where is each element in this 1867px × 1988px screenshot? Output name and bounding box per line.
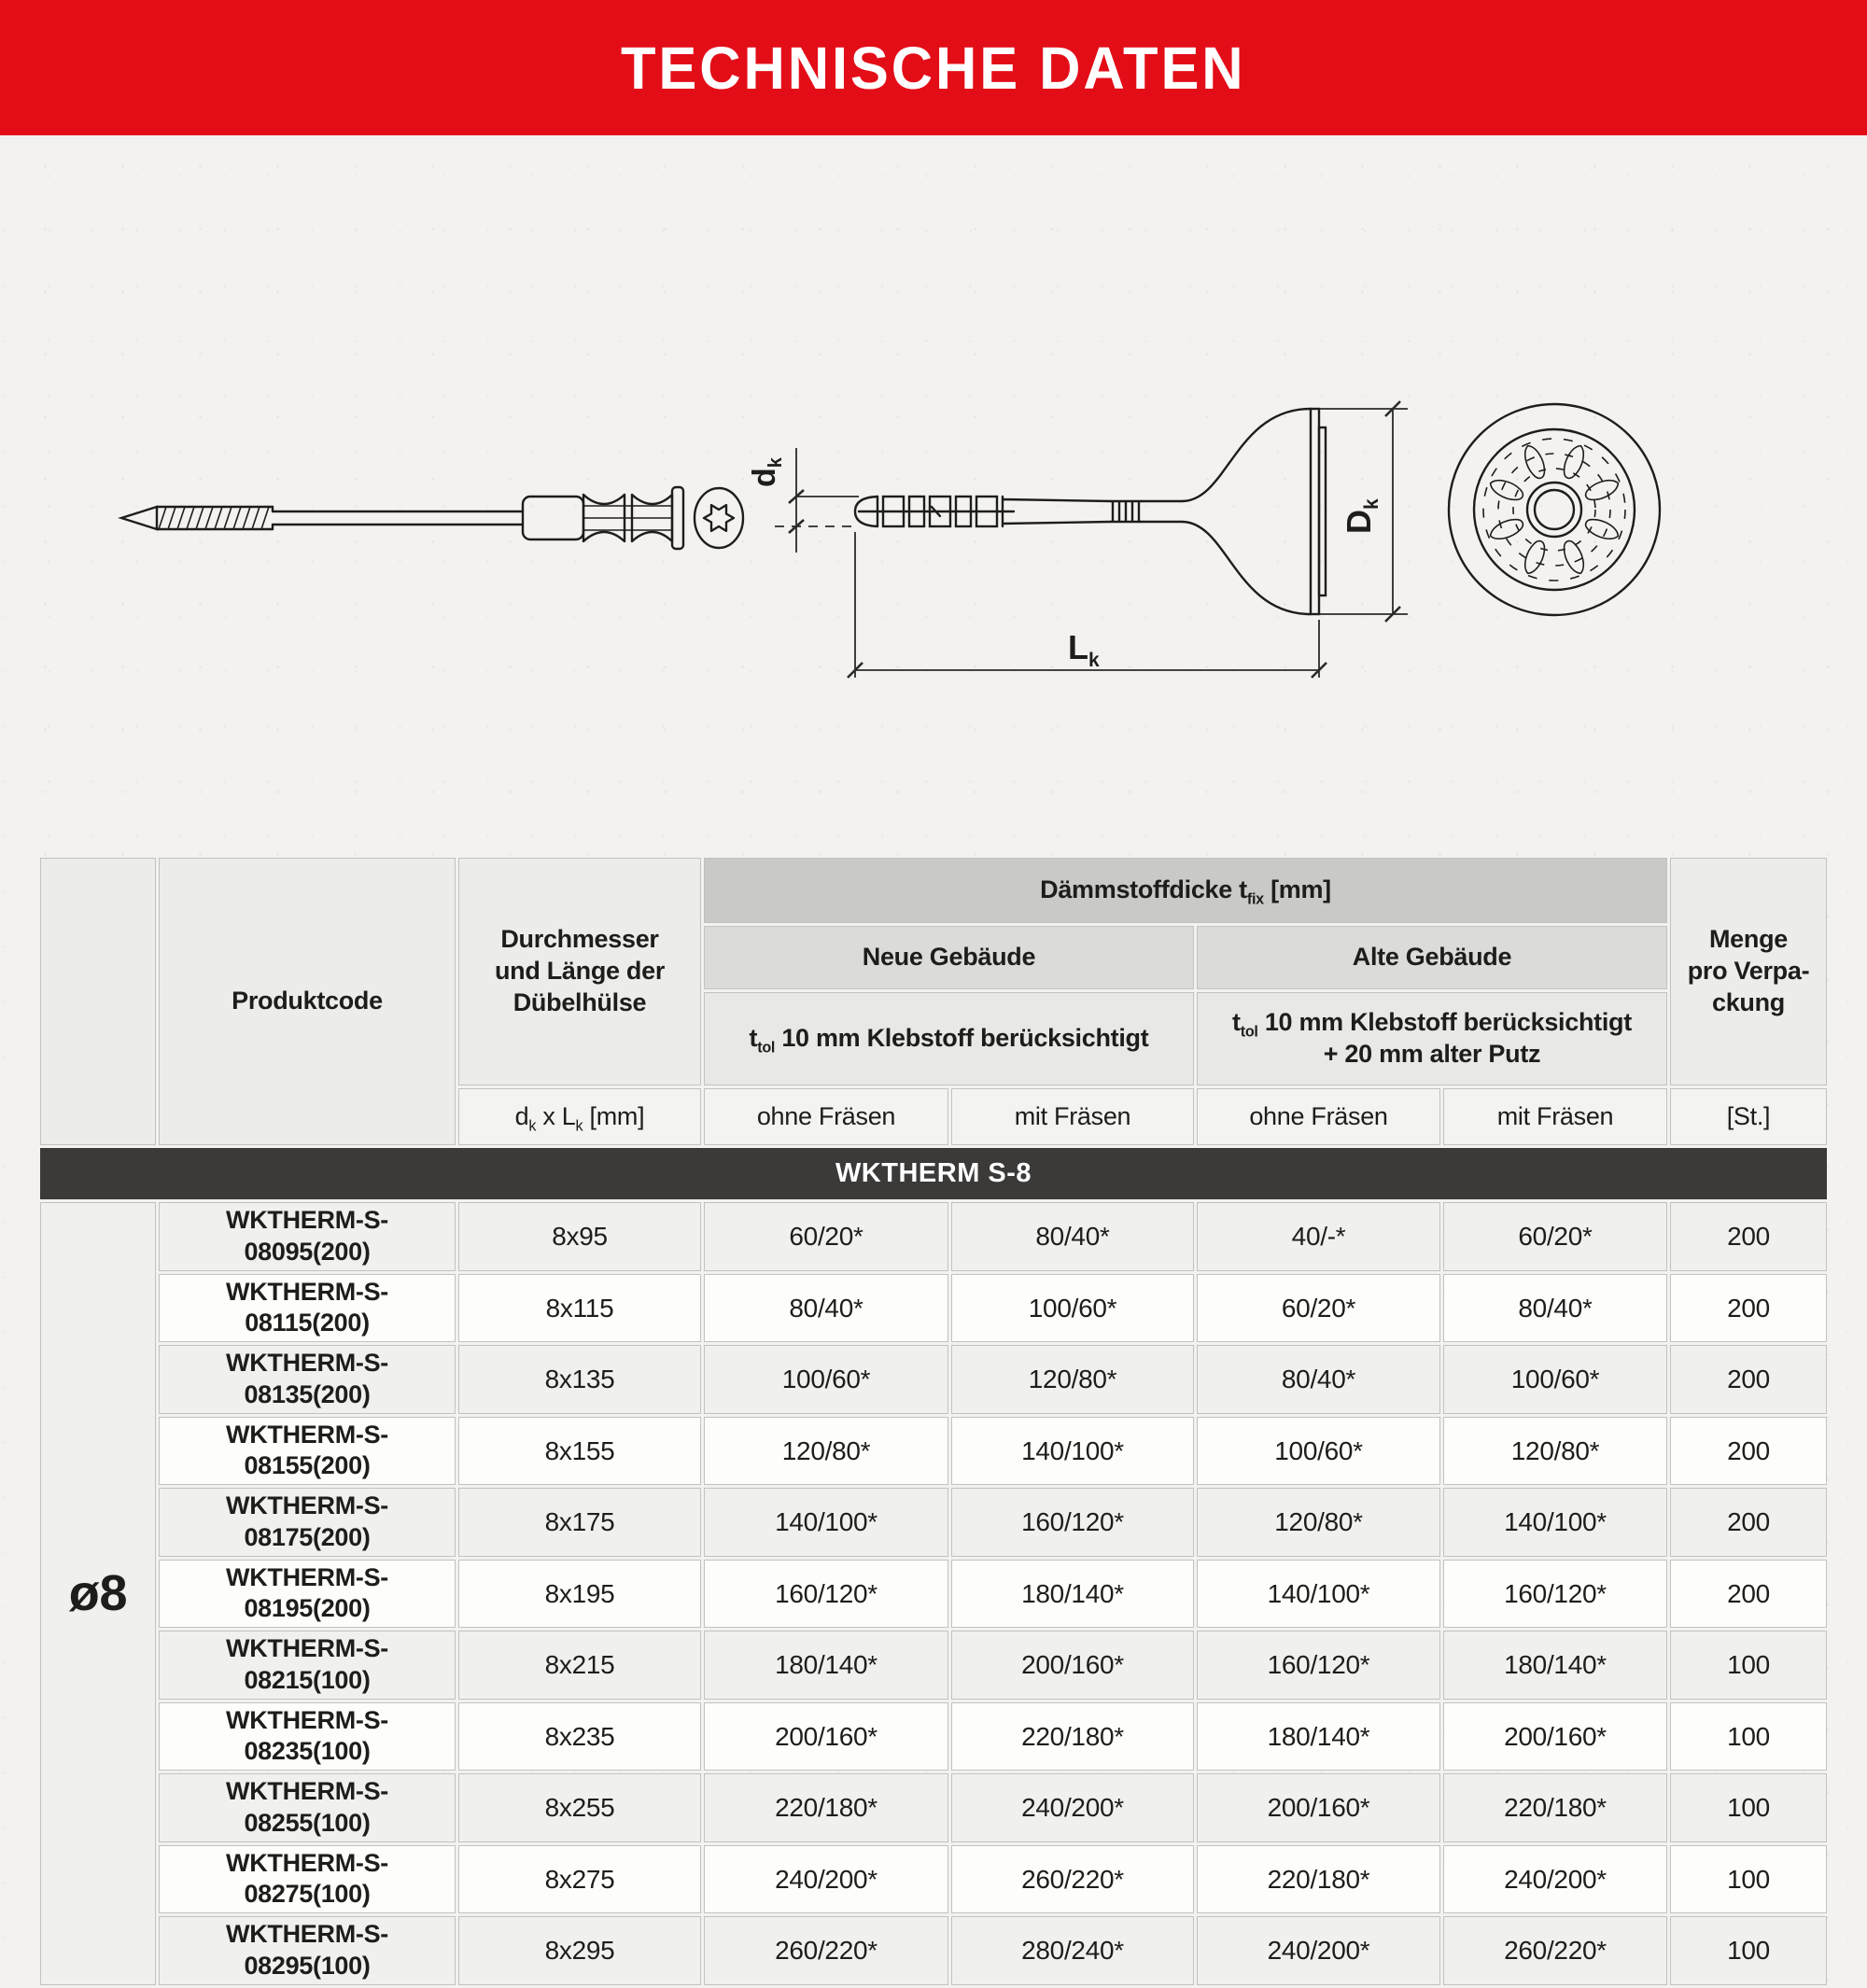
Lk-dimension <box>848 532 1327 678</box>
menge-cell: 100 <box>1670 1916 1827 1985</box>
menge-cell: 200 <box>1670 1274 1827 1343</box>
durchmesser-header: Durchmesser und Länge der Dübelhülse <box>458 858 701 1085</box>
neue-note-header: $t_{tol}$ 10 mm Klebstoff berücksichtigt <box>704 992 1194 1085</box>
neue-ohne-fraesen-cell: 220/180* <box>704 1773 948 1842</box>
perforation-pattern <box>1483 439 1625 581</box>
table-row <box>40 1631 1827 1700</box>
anchor-plate <box>1311 409 1319 614</box>
spec-table <box>37 855 1830 1988</box>
st-subheader: [St.] <box>1670 1088 1827 1145</box>
neue-mit-fraesen-cell: 200/160* <box>951 1631 1194 1700</box>
mit-fraesen-subheader-alte: mit Fräsen <box>1443 1088 1667 1145</box>
size-cell: 8x295 <box>458 1916 701 1985</box>
shaft-rings <box>1111 501 1141 522</box>
table-row <box>40 1417 1827 1486</box>
dk-label <box>747 456 786 487</box>
menge-cell: 200 <box>1670 1202 1827 1271</box>
alte-mit-fraesen-cell: 100/60* <box>1443 1345 1667 1414</box>
alte-mit-fraesen-cell: 160/120* <box>1443 1560 1667 1629</box>
neue-mit-fraesen-cell: 240/200* <box>951 1773 1194 1842</box>
neue-ohne-fraesen-cell: 240/200* <box>704 1845 948 1914</box>
neue-gebaeude-header: Neue Gebäude <box>704 926 1194 989</box>
alte-ohne-fraesen-cell: 40/-* <box>1197 1202 1440 1271</box>
series-band: WKTHERM S-8 <box>40 1148 1827 1199</box>
alte-ohne-fraesen-cell: 160/120* <box>1197 1631 1440 1700</box>
menge-cell: 200 <box>1670 1488 1827 1557</box>
alte-mit-fraesen-cell: 200/160* <box>1443 1702 1667 1771</box>
menge-cell: 200 <box>1670 1417 1827 1486</box>
diameter-group-label: ø8 <box>40 1202 156 1985</box>
dk-dimension <box>747 448 859 553</box>
neue-ohne-fraesen-cell: 160/120* <box>704 1560 948 1629</box>
Dk-dimension <box>1319 401 1408 622</box>
neue-ohne-fraesen-cell: 80/40* <box>704 1274 948 1343</box>
menge-header: Menge pro Verpa- ckung <box>1670 858 1827 1085</box>
neue-ohne-fraesen-cell: 180/140* <box>704 1631 948 1700</box>
alte-ohne-fraesen-cell: 120/80* <box>1197 1488 1440 1557</box>
product-code-cell: WKTHERM-S-08215(100) <box>159 1631 456 1700</box>
screw-drawing <box>112 439 756 597</box>
mit-fraesen-subheader-neue: mit Fräsen <box>951 1088 1194 1145</box>
menge-cell: 100 <box>1670 1845 1827 1914</box>
alte-note-header: $t_{tol}$ 10 mm Klebstoff berücksichtigt + 20 mm alter Putz <box>1197 992 1667 1085</box>
neue-ohne-fraesen-cell: 120/80* <box>704 1417 948 1486</box>
neue-mit-fraesen-cell: 140/100* <box>951 1417 1194 1486</box>
size-cell: 8x195 <box>458 1560 701 1629</box>
menge-cell: 200 <box>1670 1345 1827 1414</box>
daemmstoffdicke-group-header: Dämmstoffdicke $t_{fix}$ [mm] <box>704 858 1667 923</box>
neue-ohne-fraesen-cell: 100/60* <box>704 1345 948 1414</box>
alte-mit-fraesen-cell: 140/100* <box>1443 1488 1667 1557</box>
ohne-fraesen-subheader-neue: ohne Fräsen <box>704 1088 948 1145</box>
dk-lk-subheader: $d_k$ x $L_k$ [mm] <box>458 1088 701 1145</box>
table-row <box>40 1845 1827 1914</box>
size-cell: 8x95 <box>458 1202 701 1271</box>
alte-ohne-fraesen-cell: 80/40* <box>1197 1345 1440 1414</box>
neue-ohne-fraesen-cell: 200/160* <box>704 1702 948 1771</box>
title-banner <box>0 0 1867 135</box>
dowel-side-view-drawing <box>747 373 1419 695</box>
menge-cell: 100 <box>1670 1631 1827 1700</box>
product-code-cell: WKTHERM-S-08175(200) <box>159 1488 456 1557</box>
alte-mit-fraesen-cell: 60/20* <box>1443 1202 1667 1271</box>
product-code-cell: WKTHERM-S-08155(200) <box>159 1417 456 1486</box>
neue-mit-fraesen-cell: 220/180* <box>951 1702 1194 1771</box>
size-cell: 8x275 <box>458 1845 701 1914</box>
neue-ohne-fraesen-cell: 260/220* <box>704 1916 948 1985</box>
product-code-cell: WKTHERM-S-08115(200) <box>159 1274 456 1343</box>
alte-gebaeude-header: Alte Gebäude <box>1197 926 1667 989</box>
thread-hatching <box>159 507 269 529</box>
spec-table-container <box>37 855 1830 1988</box>
menge-cell: 100 <box>1670 1773 1827 1842</box>
alte-ohne-fraesen-cell: 140/100* <box>1197 1560 1440 1629</box>
size-cell: 8x235 <box>458 1702 701 1771</box>
alte-ohne-fraesen-cell: 220/180* <box>1197 1845 1440 1914</box>
size-cell: 8x135 <box>458 1345 701 1414</box>
table-row <box>40 1702 1827 1771</box>
menge-cell: 100 <box>1670 1702 1827 1771</box>
size-cell: 8x175 <box>458 1488 701 1557</box>
alte-ohne-fraesen-cell: 240/200* <box>1197 1916 1440 1985</box>
page-title: TECHNISCHE DATEN <box>621 34 1246 102</box>
svg-text:Dk: $D_k$ <box>1340 498 1383 534</box>
neue-mit-fraesen-cell: 280/240* <box>951 1916 1194 1985</box>
product-code-cell: WKTHERM-S-08135(200) <box>159 1345 456 1414</box>
table-row <box>40 1274 1827 1343</box>
alte-mit-fraesen-cell: 220/180* <box>1443 1773 1667 1842</box>
alte-ohne-fraesen-cell: 200/160* <box>1197 1773 1440 1842</box>
size-cell: 8x255 <box>458 1773 701 1842</box>
size-cell: 8x115 <box>458 1274 701 1343</box>
product-code-cell: WKTHERM-S-08275(100) <box>159 1845 456 1914</box>
corner-blank-cell <box>40 858 156 1145</box>
Dk-label <box>1340 498 1383 534</box>
table-row <box>40 1345 1827 1414</box>
neue-mit-fraesen-cell: 160/120* <box>951 1488 1194 1557</box>
neue-mit-fraesen-cell: 260/220* <box>951 1845 1194 1914</box>
product-code-cell: WKTHERM-S-08255(100) <box>159 1773 456 1842</box>
neue-mit-fraesen-cell: 120/80* <box>951 1345 1194 1414</box>
alte-mit-fraesen-cell: 240/200* <box>1443 1845 1667 1914</box>
neue-ohne-fraesen-cell: 140/100* <box>704 1488 948 1557</box>
product-code-cell: WKTHERM-S-08195(200) <box>159 1560 456 1629</box>
table-row <box>40 1488 1827 1557</box>
menge-cell: 200 <box>1670 1560 1827 1629</box>
torx-head-outline <box>695 488 743 548</box>
dowel-top-view-drawing <box>1426 385 1702 655</box>
alte-mit-fraesen-cell: 260/220* <box>1443 1916 1667 1985</box>
produktcode-header: Produktcode <box>159 858 456 1145</box>
neue-ohne-fraesen-cell: 60/20* <box>704 1202 948 1271</box>
product-code-cell: WKTHERM-S-08235(100) <box>159 1702 456 1771</box>
neue-mit-fraesen-cell: 100/60* <box>951 1274 1194 1343</box>
table-row <box>40 1202 1827 1271</box>
alte-mit-fraesen-cell: 120/80* <box>1443 1417 1667 1486</box>
alte-mit-fraesen-cell: 80/40* <box>1443 1274 1667 1343</box>
product-code-cell: WKTHERM-S-08095(200) <box>159 1202 456 1271</box>
Lk-label <box>1068 628 1100 671</box>
size-cell: 8x155 <box>458 1417 701 1486</box>
expansion-sleeve <box>859 497 1014 526</box>
svg-text:Lk: $L_k$ <box>1068 628 1100 671</box>
alte-ohne-fraesen-cell: 100/60* <box>1197 1417 1440 1486</box>
svg-text:dk: $d_k$ <box>747 457 786 487</box>
neue-mit-fraesen-cell: 180/140* <box>951 1560 1194 1629</box>
torx-star-icon <box>704 505 734 531</box>
neue-mit-fraesen-cell: 80/40* <box>951 1202 1194 1271</box>
product-code-cell: WKTHERM-S-08295(100) <box>159 1916 456 1985</box>
alte-ohne-fraesen-cell: 180/140* <box>1197 1702 1440 1771</box>
table-row <box>40 1773 1827 1842</box>
ohne-fraesen-subheader-alte: ohne Fräsen <box>1197 1088 1440 1145</box>
alte-mit-fraesen-cell: 180/140* <box>1443 1631 1667 1700</box>
size-cell: 8x215 <box>458 1631 701 1700</box>
alte-ohne-fraesen-cell: 60/20* <box>1197 1274 1440 1343</box>
table-row <box>40 1916 1827 1985</box>
table-row <box>40 1560 1827 1629</box>
